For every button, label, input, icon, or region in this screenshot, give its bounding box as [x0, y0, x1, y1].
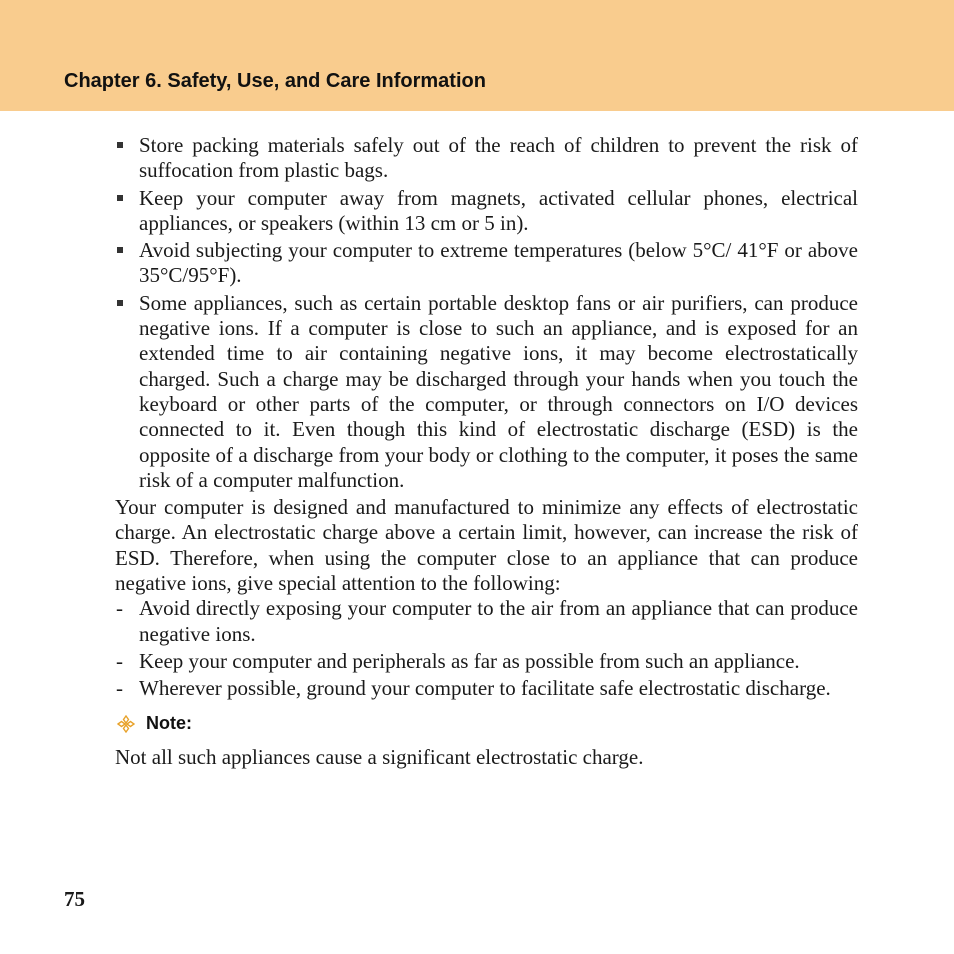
dash-item-keep-distance: - Keep your computer and peripherals as far as possible from such an appliance. [115, 649, 858, 674]
page-number: 75 [64, 887, 85, 911]
note-label: Note: [146, 712, 192, 733]
bullet-item-packing: Store packing materials safely out of the reach of children to prevent the risk of suffocation from plastic bags. [115, 133, 858, 184]
dash-item-ground-computer: - Wherever possible, ground your computer to facilitate safe electrostatic discharge. [115, 676, 858, 701]
dash-list [115, 596, 858, 701]
bullet-item-temperatures: Avoid subjecting your computer to extreme temperatures (below 5°C/ 41°F or above 35°C/95°F). [115, 238, 858, 289]
dash-item-avoid-exposure: - Avoid directly exposing your computer to the air from an appliance that can produce negative ions. [115, 596, 858, 647]
bullet-item-magnets: Keep your computer away from magnets, activated cellular phones, electrical appliances, or speakers (within 13 cm or 5 in). [115, 186, 858, 237]
esd-paragraph: Your computer is designed and manufactured to minimize any effects of electrostatic charge. An electrostatic charge above a certain limit, however, can increase the risk of ESD. Therefore, when using the computer close to an appliance that can produce negative ions, give special attention to the following: [115, 495, 858, 596]
four-diamond-icon [117, 715, 135, 733]
chapter-header-band [0, 0, 954, 111]
bullet-list [115, 133, 858, 493]
chapter-title: Chapter 6. Safety, Use, and Care Information [64, 70, 486, 92]
note-heading [115, 711, 858, 737]
page-content [115, 133, 858, 770]
note-text: Not all such appliances cause a significant electrostatic charge. [115, 744, 644, 769]
bullet-item-negative-ions: Some appliances, such as certain portable desktop fans or air purifiers, can produce negative ions. If a computer is close to such an appliance, and is exposed for an extended time to air containing negative ions, it may become electrostatically charged. Such a charge may be discharged through your hands when you touch the keyboard or other parts of the computer, or through connectors on I/O devices connected to it. Even though this kind of electrostatic discharge (ESD) is the opposite of a discharge from your body or clothing to the computer, it poses the same risk of a computer malfunction. [115, 291, 858, 493]
